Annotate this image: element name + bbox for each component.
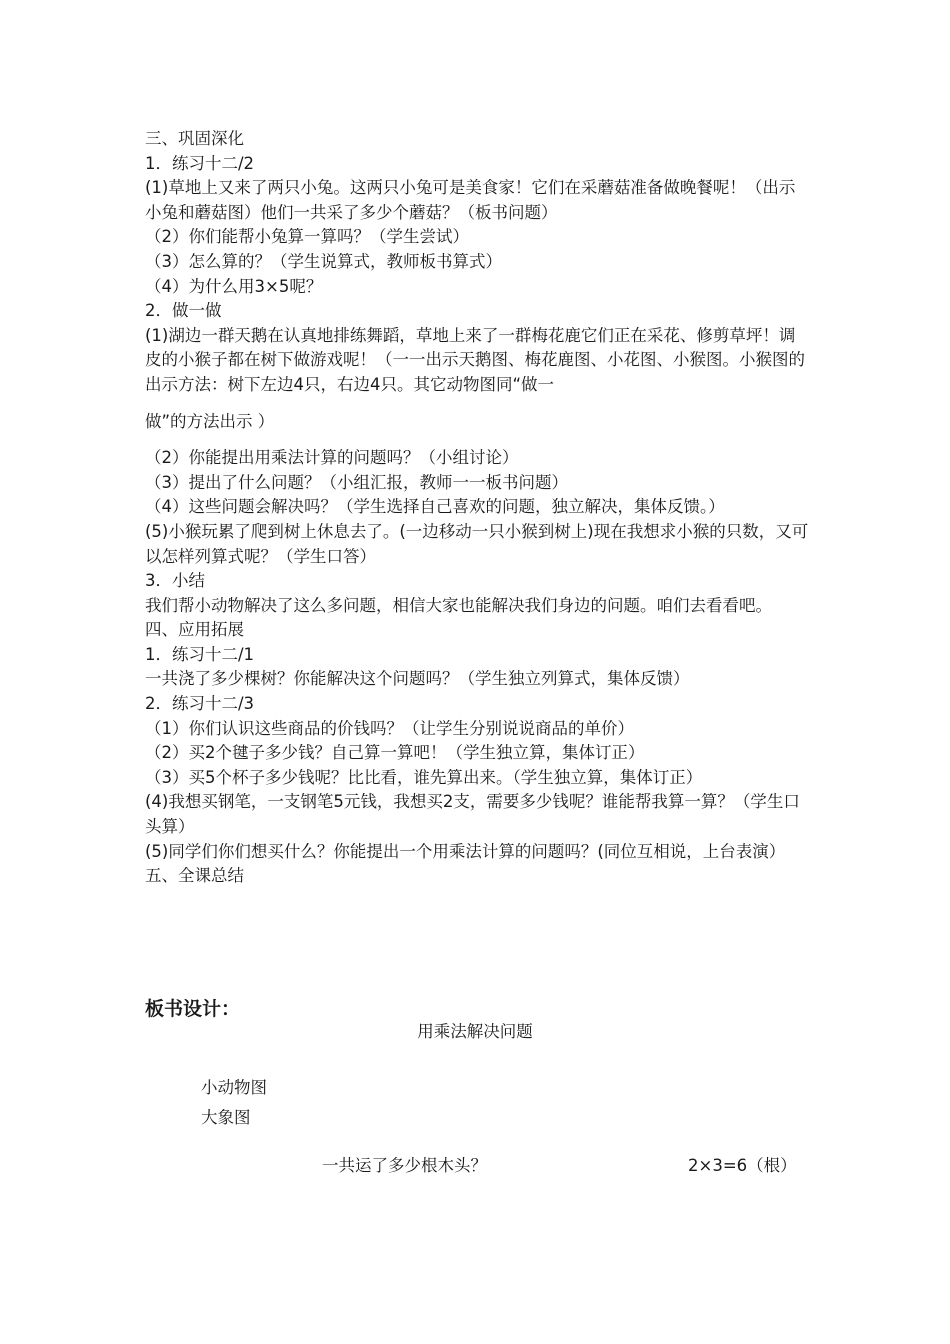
section-4-heading: 四、应用拓展 [145,620,244,640]
section-4-item-2-p5: (5)同学们你们想买什么？你能提出一个用乘法计算的问题吗？(同位互相说，上台表演） [145,841,786,861]
section-3-item-2-p1b: 做”的方法出示 ） [145,411,275,431]
board-answer: 2×3=6（根） [688,1156,797,1175]
section-4-item-2-title: 2．练习十二/3 [145,694,255,714]
lesson-body [145,127,810,889]
section-4-item-2-p3: （3）买5个杯子多少钱呢？比比看，谁先算出来。（学生独立算，集体订正） [145,767,703,787]
section-3-item-1-p2: （2）你们能帮小兔算一算吗？（学生尝试） [145,227,469,247]
section-4-item-2-p2: （2）买2个毽子多少钱？自己算一算吧！（学生独立算，集体订正） [145,743,645,763]
section-3-item-2-p1a: (1)湖边一群天鹅在认真地排练舞蹈，草地上来了一群梅花鹿它们正在采花、修剪草坪！调皮的小猴子都在树下做游戏呢！（一一出示天鹅图、梅花鹿图、小花图、小猴图。小猴图的出示方法：树下左边4只，右边4只。其它动物图同“做一 [145,325,805,394]
section-4-item-2-p1: （1）你们认识这些商品的价钱吗？（让学生分别说说商品的单价） [145,718,634,738]
board-item-elephant: 大象图 [201,1108,251,1127]
section-4-item-1-title: 1．练习十二/1 [145,644,255,664]
section-3-item-2-p5: (5)小猴玩累了爬到树上休息去了。(一边移动一只小猴到树上)现在我想求小猴的只数，又可以怎样列算式呢？（学生口答） [145,521,809,566]
board-design-subtitle: 用乘法解决问题 [417,1022,533,1041]
section-3-item-2-p3: （3）提出了什么问题？（小组汇报，教师一一板书问题） [145,472,568,492]
section-3-item-1-title: 1．练习十二/2 [145,153,255,173]
section-4-item-2-p4: (4)我想买钢笔，一支钢笔5元钱，我想买2支，需要多少钱呢？谁能帮我算一算？（学生口头算） [145,792,800,837]
board-item-small-animals: 小动物图 [201,1078,267,1097]
board-question: 一共运了多少根木头？ [322,1156,487,1175]
section-3-item-1-p1: (1)草地上又来了两只小兔。这两只小兔可是美食家！它们在采蘑菇准备做晚餐呢！（出示小兔和蘑菇图）他们一共采了多少个蘑菇？（板书问题） [145,178,796,222]
section-4-item-1-p1: 一共浇了多少棵树？你能解决这个问题吗？（学生独立列算式，集体反馈） [145,669,690,689]
section-5-heading: 五、全课总结 [145,866,244,886]
section-3-item-2-p2: （2）你能提出用乘法计算的问题吗？（小组讨论） [145,448,519,468]
section-3-item-1-p4: （4）为什么用3×5呢？ [145,276,323,296]
section-3-item-2-p4: （4）这些问题会解决吗？（学生选择自己喜欢的问题，独立解决，集体反馈。） [145,497,725,517]
board-design-title: 板书设计： [145,998,241,1020]
section-3-item-3-p1: 我们帮小动物解决了这么多问题，相信大家也能解决我们身边的问题。咱们去看看吧。 [145,595,772,615]
section-3-heading: 三、巩固深化 [145,129,244,148]
section-3-item-3-title: 3．小结 [145,571,205,591]
section-3-item-1-p3: （3）怎么算的？（学生说算式，教师板书算式） [145,251,502,271]
section-3-item-2-title: 2．做一做 [145,301,222,321]
